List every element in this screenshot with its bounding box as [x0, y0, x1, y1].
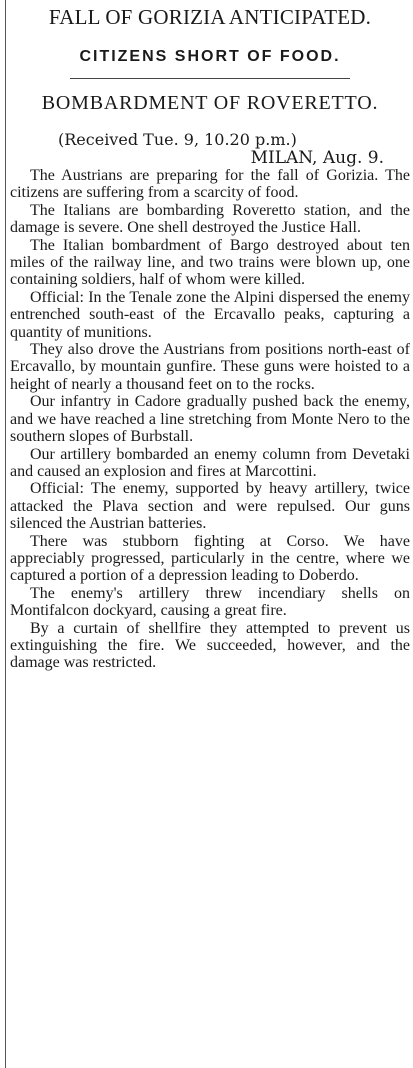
paragraph: They also drove the Austrians from positions north-east of Ercavallo, by mountain gunfire. These guns were hoisted to a height of nearly a thousand feet on to the rocks. [10, 341, 410, 393]
headline-primary: FALL OF GORIZIA ANTICIPATED. [48, 5, 372, 29]
article-body [10, 167, 410, 672]
dateline: MILAN, Aug. 9. [250, 148, 384, 168]
paragraph: The Italian bombardment of Bargo destroyed about ten miles of the railway line, and two trains were blown up, one containing soldiers, half of whom were killed. [10, 236, 410, 289]
headline-secondary: CITIZENS SHORT OF FOOD. [79, 48, 341, 65]
news-column [10, 0, 410, 672]
column-rule [5, 0, 6, 1068]
headline-divider [70, 78, 350, 79]
paragraph: Our infantry in Cadore gradually pushed back the enemy, and we have reached a line stretching from Monte Nero to the southern slopes of Burbstall. [10, 393, 410, 446]
paragraph: By a curtain of shellfire they attempted to prevent us extinguishing the fire. We succeeded, however, and the damage was restricted. [10, 619, 410, 672]
paragraph: The enemy's artillery threw incendiary shells on Montifalcon dockyard, causing a great fire. [10, 584, 410, 620]
paragraph: Our artillery bombarded an enemy column from Devetaki and caused an explosion and fires at Marcottini. [10, 445, 410, 480]
received-line: (Received Tue. 9, 10.20 p.m.) [58, 130, 297, 149]
headline-tertiary: BOMBARDMENT OF ROVERETTO. [41, 92, 379, 114]
paragraph: The Italians are bombarding Roveretto station, and the damage is severe. One shell destroyed the Justice Hall. [10, 201, 410, 237]
paragraph: Official: The enemy, supported by heavy artillery, twice attacked the Plava section and were repulsed. Our guns silenced the Austrian batteries. [10, 480, 410, 533]
paragraph: Official: In the Tenale zone the Alpini dispersed the enemy entrenched south-east of the Ercavallo peaks, capturing a quantity of munitions. [10, 288, 410, 341]
paragraph: The Austrians are preparing for the fall of Gorizia. The citizens are suffering from a scarcity of food. [10, 167, 410, 202]
paragraph: There was stubborn fighting at Corso. We have appreciably progressed, particularly in the centre, where we captured a portion of a depression leading to Doberdo. [10, 532, 410, 585]
